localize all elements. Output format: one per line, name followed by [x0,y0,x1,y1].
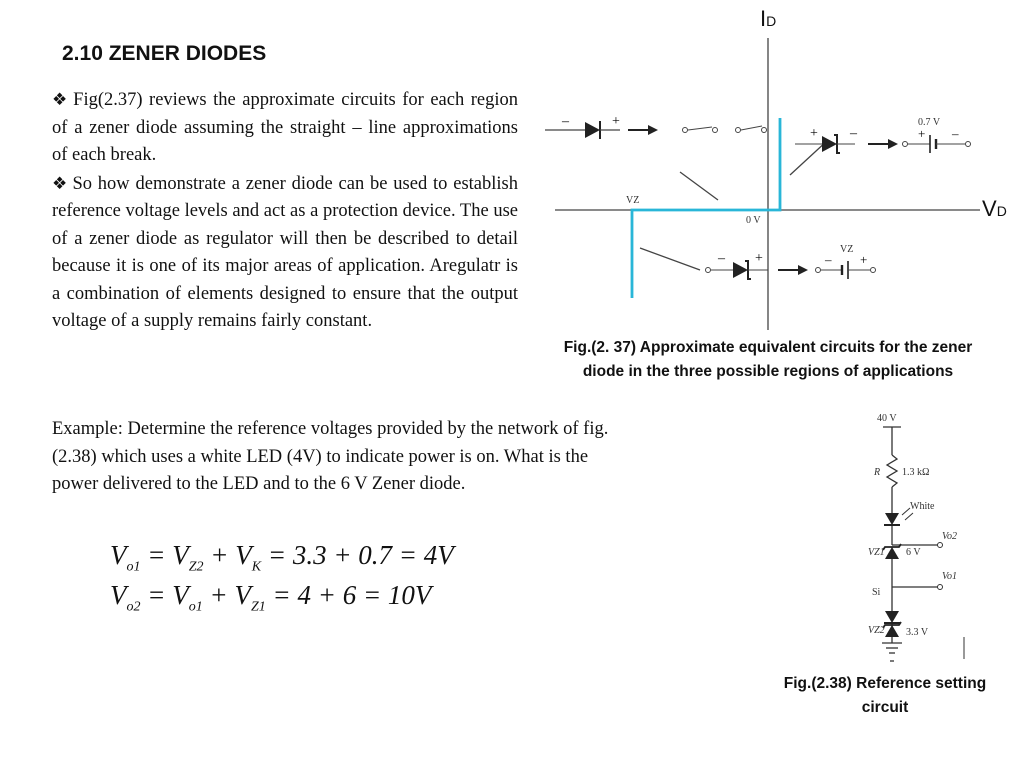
example-text: Example: Determine the reference voltages provided by the network of fig. (2.38) which uses a white LED (4V) to indicate power is on. What is the power delivered to the LED and to the 6 V Zener diode. [52,419,609,494]
zener-vz1-icon [885,547,899,559]
zener-region-circuit [706,244,876,279]
vz-axis-label: VZ [626,195,640,206]
pointer-line-off [680,172,718,200]
zener-vz2-icon [885,625,899,637]
eq2-lhs: V [110,580,127,610]
forward-region-circuit [795,117,971,153]
eq1-lhs-sub: o1 [126,559,141,575]
eq2-lhs-sub: o2 [126,599,141,615]
eq1-t1-sub: Z2 [188,559,204,575]
vz1-value: 6 V [906,547,921,558]
diamond-bullet-icon: ❖ [52,90,70,109]
bullet-2-text: So how demonstrate a zener diode can be used to establish reference voltage levels and act as a protection device. The use of a zener diode as regulator will then be described to detail because it is one of its major areas of application. Aregulatr is a combination of elements designed to ensure that the output voltage of a supply remains fairly constant. [52,173,518,331]
led-label: White [910,501,935,512]
bullet-2 [52,170,518,336]
fwd-batt-plus: + [918,126,926,141]
equation-vo2: $V_{o2} = V_{o1} + V_{Z1} = 4 + 6 = 10V$ [110,580,432,615]
rev-batt-minus: – [825,252,832,267]
equation-vo1: $V_{o1} = V_{Z2} + V_K = 3.3 + 0.7 = 4V$ [110,540,454,575]
si-diode-icon [885,611,899,623]
vz1-label: VZ1 [868,547,885,558]
vo1-terminal [938,585,943,590]
vo2-terminal [938,543,943,548]
resistor-value: 1.3 kΩ [902,467,930,478]
vo1-label: Vo1 [942,571,957,582]
id-sub: D [766,13,777,29]
fig-237-caption: Fig.(2. 37) Approximate equivalent circuits for the zener diode in the three possible regions of applications [563,339,973,380]
fwd-batt-minus: – [952,126,959,141]
eq1-t1: V [172,540,189,570]
eq1-t2-sub: K [251,559,262,575]
vd-sub: D [996,203,1007,219]
rev-minus: – [718,251,725,266]
diamond-bullet-icon: ❖ [52,173,69,193]
bullet-1-text: Fig(2.37) reviews the approximate circuits for each region of a zener diode assuming the straight – line approximations of each break. [52,90,518,165]
vz2-value: 3.3 V [906,627,929,638]
eq2-t1: V [172,580,189,610]
bullet-1 [52,86,518,170]
vd-main: V [982,196,997,221]
resistor-icon [887,455,897,487]
vo2-label: Vo2 [942,531,957,542]
reference-setting-circuit [840,405,980,670]
top-minus: – [562,114,569,129]
eq1-lhs: V [110,540,127,570]
zener-characteristic-diagram [540,30,990,335]
eq2-rhs: = 4 + 6 = 10V [272,580,432,610]
eq2-t2-sub: Z1 [250,599,266,615]
si-label: Si [872,587,881,598]
fwd-drop-label: 0.7 V [918,117,941,128]
white-led-icon [885,513,899,525]
bullet-paragraph [52,86,518,336]
pointer-line-reverse [640,248,700,270]
vz2-label: VZ2 [868,625,885,636]
supply-voltage-label: 40 V [877,413,897,424]
rev-vz-label: VZ [840,244,854,255]
top-plus: + [612,114,620,129]
eq1-rhs: = 3.3 + 0.7 = 4V [267,540,454,570]
rev-plus: + [755,251,763,266]
eq2-t2: V [234,580,251,610]
id-main: I [760,6,767,31]
fig-238-caption: Fig.(2.38) Reference setting circuit [783,675,987,716]
rev-batt-plus: + [860,252,868,267]
zero-v-label: 0 V [746,215,761,226]
fwd-minus: – [850,126,857,141]
slide-title: 2.10 ZENER DIODES [62,42,267,65]
eq1-t2: V [235,540,252,570]
id-axis-label [760,6,776,32]
fwd-plus: + [810,126,818,141]
off-region-top-circuit [545,114,767,139]
resistor-label: R [874,467,881,478]
eq2-t1-sub: o1 [188,599,203,615]
